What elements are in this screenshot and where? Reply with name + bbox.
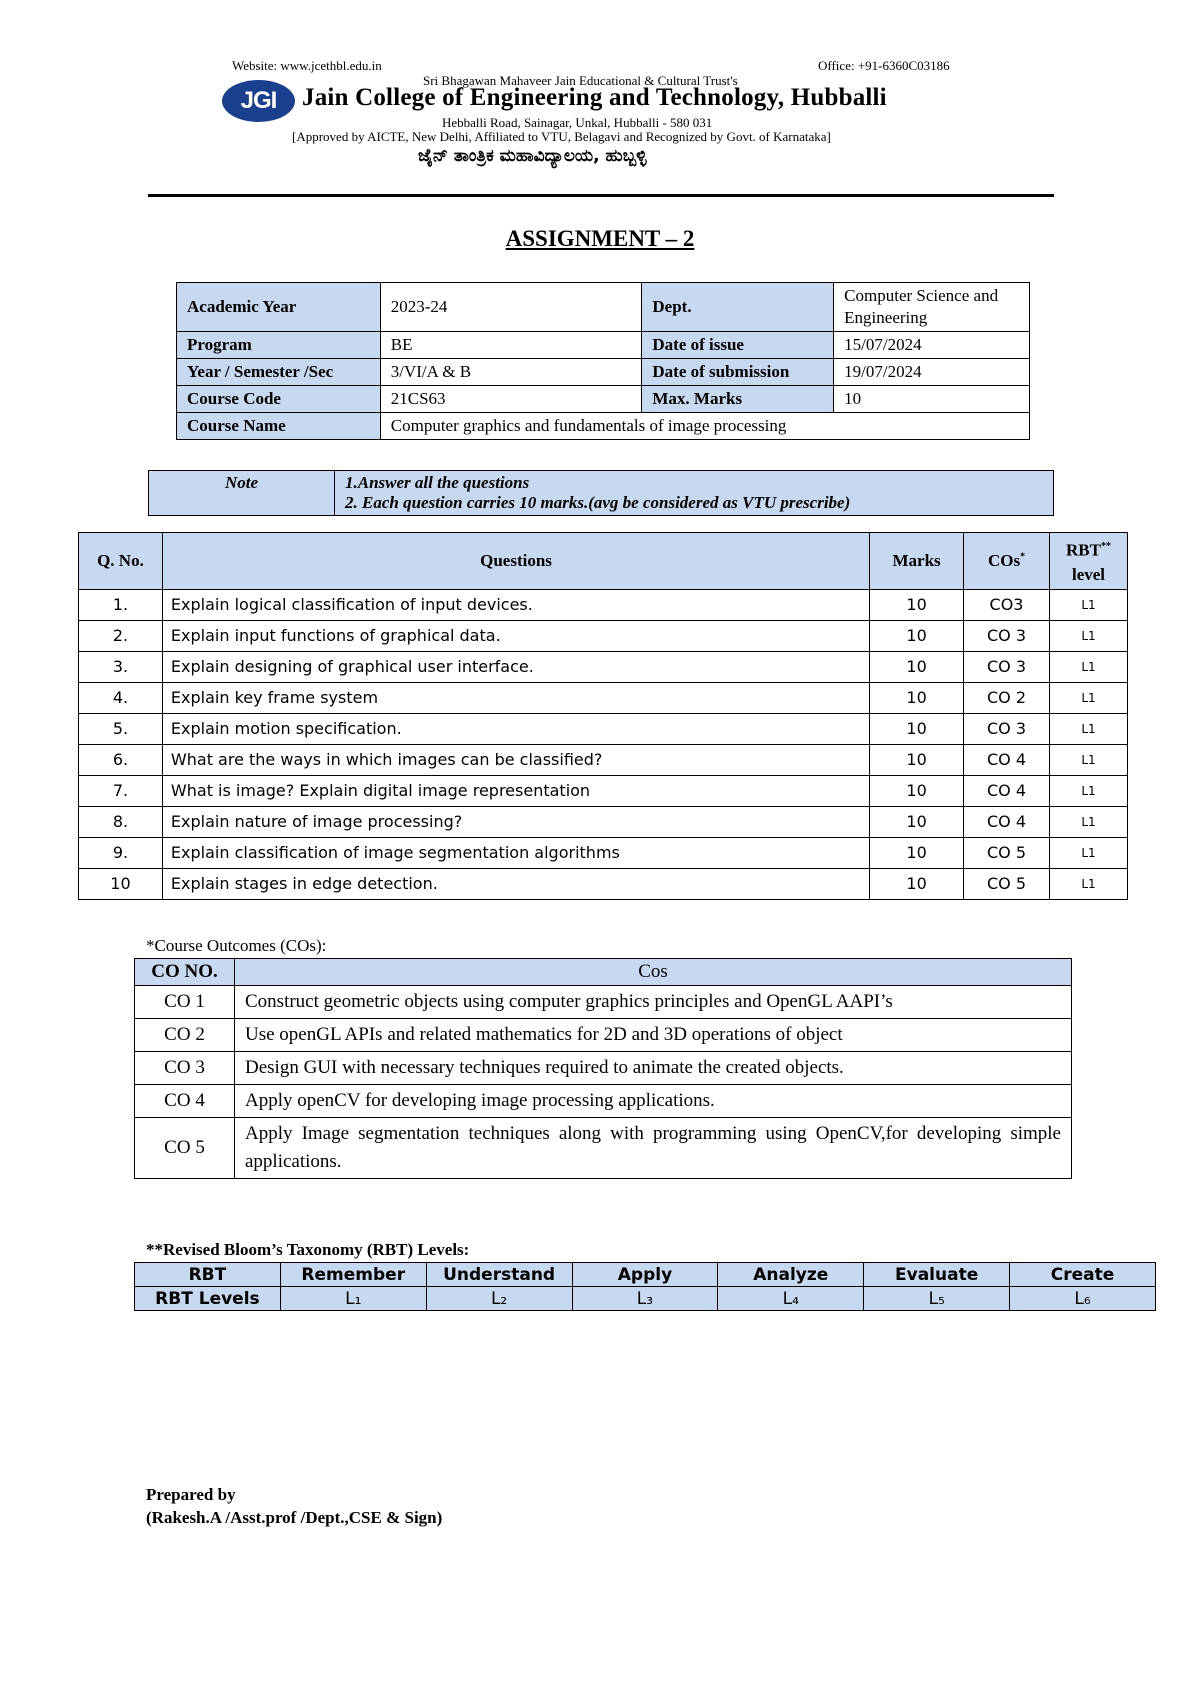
question-row (79, 744, 1128, 775)
question-co: CO 3 (964, 651, 1050, 682)
question-co: CO 4 (964, 744, 1050, 775)
date-of-issue-label: Date of issue (642, 332, 834, 359)
trust-name: Sri Bhagawan Mahaveer Jain Educational & Cultural Trust's (423, 73, 738, 88)
co-number: CO 4 (135, 1085, 235, 1118)
rbt-level-cell: L₆ (1010, 1287, 1156, 1311)
question-co: CO 4 (964, 775, 1050, 806)
question-rbt: L1 (1049, 868, 1127, 899)
question-marks: 10 (870, 589, 964, 620)
year-semester-value: 3/VI/A & B (380, 359, 642, 386)
college-name-kannada: ಜೈನ್ ತಾಂತ್ರಿಕ ಮಹಾವಿದ್ಯಾಲಯ, ಹುಬ್ಬಳ್ಳಿ (418, 146, 647, 166)
question-row (79, 682, 1128, 713)
college-address: Hebballi Road, Sainagar, Unkal, Hubballi - 580 031 (442, 115, 713, 130)
question-number: 6. (79, 744, 163, 775)
question-co: CO 2 (964, 682, 1050, 713)
question-text: Explain motion specification. (162, 713, 869, 744)
program-label: Program (177, 332, 381, 359)
academic-year-value: 2023-24 (380, 283, 642, 332)
co-description: Construct geometric objects using computer graphics principles and OpenGL AAPI’s (235, 986, 1072, 1019)
marks-header: Marks (870, 533, 964, 590)
co-row (135, 1085, 1072, 1118)
question-number: 4. (79, 682, 163, 713)
prepared-by-label: Prepared by (146, 1485, 236, 1504)
page-title: ASSIGNMENT – 2 (505, 226, 695, 251)
program-value: BE (380, 332, 642, 359)
rbt-name-cell: Remember (280, 1263, 426, 1287)
qno-header: Q. No. (79, 533, 163, 590)
note-label: Note (149, 471, 335, 516)
question-text: Explain nature of image processing? (162, 806, 869, 837)
question-marks: 10 (870, 682, 964, 713)
date-of-issue-value: 15/07/2024 (834, 332, 1030, 359)
question-text: What is image? Explain digital image representation (162, 775, 869, 806)
question-number: 1. (79, 589, 163, 620)
college-logo: JGI (222, 80, 295, 122)
rbt-level-cell: L₁ (280, 1287, 426, 1311)
question-number: 10 (79, 868, 163, 899)
question-marks: 10 (870, 806, 964, 837)
question-marks: 10 (870, 744, 964, 775)
co-number: CO 1 (135, 986, 235, 1019)
dept-label: Dept. (642, 283, 834, 332)
question-rbt: L1 (1049, 837, 1127, 868)
rbt-name-cell: Create (1010, 1263, 1156, 1287)
question-number: 2. (79, 620, 163, 651)
cos-header: COs* (964, 533, 1050, 590)
question-row (79, 806, 1128, 837)
question-co: CO 5 (964, 868, 1050, 899)
website-text: Website: www.jcethbl.edu.in (232, 58, 382, 73)
co-description: Apply Image segmentation techniques along with programming using OpenCV,for developing simple applications. (235, 1118, 1072, 1179)
co-description: Design GUI with necessary techniques required to animate the created objects. (235, 1052, 1072, 1085)
question-row (79, 589, 1128, 620)
rbt-name-cell: Evaluate (864, 1263, 1010, 1287)
date-of-submission-label: Date of submission (642, 359, 834, 386)
co-number: CO 5 (135, 1118, 235, 1179)
question-co: CO 3 (964, 713, 1050, 744)
question-row (79, 713, 1128, 744)
question-rbt: L1 (1049, 682, 1127, 713)
co-no-header: CO NO. (135, 959, 235, 986)
question-marks: 10 (870, 868, 964, 899)
course-outcomes-caption: *Course Outcomes (COs): (146, 936, 327, 955)
rbt-name-cell: Understand (426, 1263, 572, 1287)
co-row (135, 1019, 1072, 1052)
question-rbt: L1 (1049, 775, 1127, 806)
course-info-table (176, 282, 1030, 440)
question-text: Explain key frame system (162, 682, 869, 713)
co-row (135, 986, 1072, 1019)
question-row (79, 620, 1128, 651)
cos-desc-header: Cos (235, 959, 1072, 986)
question-rbt: L1 (1049, 806, 1127, 837)
question-text: What are the ways in which images can be classified? (162, 744, 869, 775)
rbt-header: RBT** level (1049, 533, 1127, 590)
academic-year-label: Academic Year (177, 283, 381, 332)
max-marks-value: 10 (834, 386, 1030, 413)
office-phone-text: Office: +91-6360C03186 (818, 58, 950, 73)
question-marks: 10 (870, 620, 964, 651)
course-name-value: Computer graphics and fundamentals of image processing (380, 413, 1029, 440)
question-row (79, 775, 1128, 806)
dept-value: Computer Science and Engineering (834, 283, 1030, 332)
course-outcomes-table (134, 958, 1072, 1179)
rbt-level-cell: RBT Levels (135, 1287, 281, 1311)
rbt-row-levels (135, 1287, 1156, 1311)
rbt-levels-table (134, 1262, 1156, 1311)
rbt-level-cell: L₅ (864, 1287, 1010, 1311)
question-text: Explain input functions of graphical data. (162, 620, 869, 651)
course-code-value: 21CS63 (380, 386, 642, 413)
co-number: CO 3 (135, 1052, 235, 1085)
rbt-level-cell: L₃ (572, 1287, 718, 1311)
approval-text: [Approved by AICTE, New Delhi, Affiliated to VTU, Belagavi and Recognized by Govt. of Karnataka] (292, 129, 831, 144)
question-number: 9. (79, 837, 163, 868)
course-code-label: Course Code (177, 386, 381, 413)
question-text: Explain stages in edge detection. (162, 868, 869, 899)
question-number: 8. (79, 806, 163, 837)
rbt-level-cell: L₂ (426, 1287, 572, 1311)
co-number: CO 2 (135, 1019, 235, 1052)
question-rbt: L1 (1049, 651, 1127, 682)
co-row (135, 1052, 1072, 1085)
header-divider (148, 194, 1054, 197)
rbt-name-cell: RBT (135, 1263, 281, 1287)
question-number: 7. (79, 775, 163, 806)
question-row (79, 868, 1128, 899)
question-co: CO 5 (964, 837, 1050, 868)
question-co: CO 4 (964, 806, 1050, 837)
question-rbt: L1 (1049, 744, 1127, 775)
question-marks: 10 (870, 651, 964, 682)
date-of-submission-value: 19/07/2024 (834, 359, 1030, 386)
rbt-name-cell: Apply (572, 1263, 718, 1287)
questions-header: Questions (162, 533, 869, 590)
co-row (135, 1118, 1072, 1179)
question-text: Explain classification of image segmentation algorithms (162, 837, 869, 868)
year-semester-label: Year / Semester /Sec (177, 359, 381, 386)
rbt-row-names (135, 1263, 1156, 1287)
question-marks: 10 (870, 837, 964, 868)
question-text: Explain designing of graphical user interface. (162, 651, 869, 682)
note-content (335, 471, 1054, 516)
note-line-2: 2. Each question carries 10 marks.(avg be considered as VTU prescribe) (345, 493, 851, 512)
questions-table (78, 532, 1128, 900)
question-rbt: L1 (1049, 713, 1127, 744)
rbt-caption: **Revised Bloom’s Taxonomy (RBT) Levels: (146, 1240, 470, 1259)
question-row (79, 651, 1128, 682)
question-rbt: L1 (1049, 589, 1127, 620)
question-marks: 10 (870, 713, 964, 744)
rbt-level-cell: L₄ (718, 1287, 864, 1311)
question-text: Explain logical classification of input devices. (162, 589, 869, 620)
question-row (79, 837, 1128, 868)
question-marks: 10 (870, 775, 964, 806)
question-number: 5. (79, 713, 163, 744)
max-marks-label: Max. Marks (642, 386, 834, 413)
preparer-signature: (Rakesh.A /Asst.prof /Dept.,CSE & Sign) (146, 1508, 443, 1527)
co-description: Apply openCV for developing image processing applications. (235, 1085, 1072, 1118)
question-co: CO 3 (964, 620, 1050, 651)
note-line-1: 1.Answer all the questions (345, 473, 530, 492)
question-rbt: L1 (1049, 620, 1127, 651)
note-box (148, 470, 1054, 516)
rbt-name-cell: Analyze (718, 1263, 864, 1287)
question-co: CO3 (964, 589, 1050, 620)
college-name: Jain College of Engineering and Technology, Hubballi (302, 84, 887, 111)
co-description: Use openGL APIs and related mathematics for 2D and 3D operations of object (235, 1019, 1072, 1052)
course-name-label: Course Name (177, 413, 381, 440)
question-number: 3. (79, 651, 163, 682)
